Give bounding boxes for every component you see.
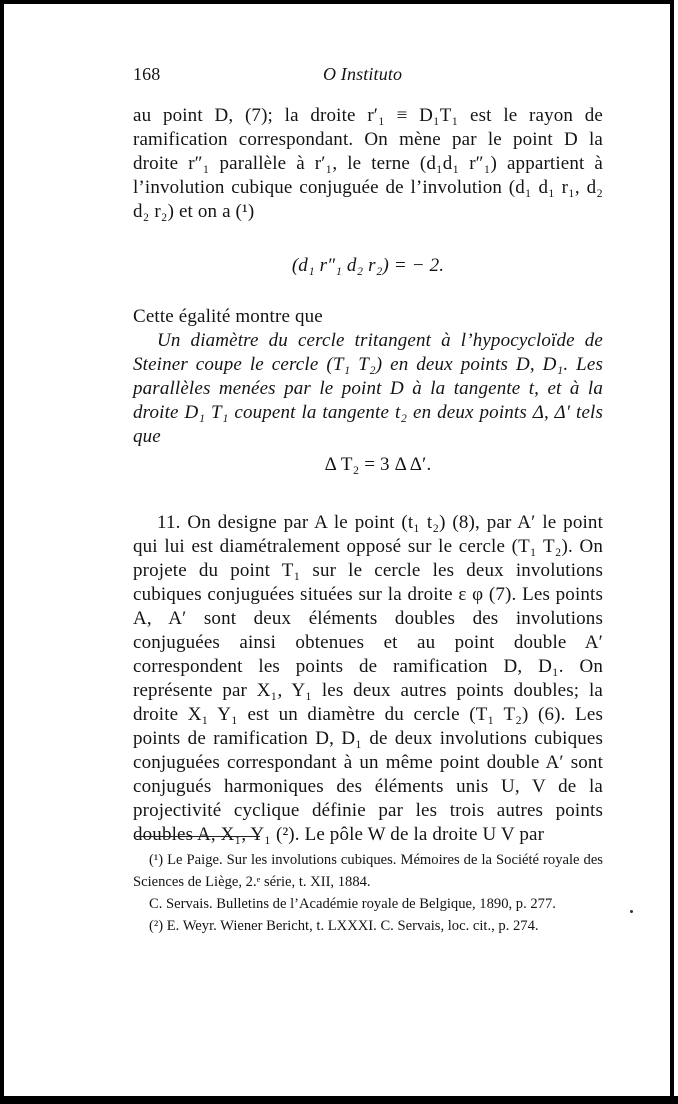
page-body <box>133 62 603 847</box>
equation-cross-ratio: (d₁ r″₁ d₂ r₂) = − 2. <box>291 255 445 276</box>
scan-speck <box>630 910 633 913</box>
paragraph-continuation: au point D, (7); la droite r′₁ ≡ D₁T₁ est le rayon de ramification correspondant. On mène par le point D la droite r″₁ parallèle à r′₁, le terne (d₁d₁ r″₁) appartient à l’involution cubique conjuguée de l’involution (d₁ d₁ r₁, d₂ d₂ r₂) et on a (¹) <box>133 105 603 222</box>
paragraph-cette: Cette égalité montre que <box>133 306 323 327</box>
equation-delta: Δ T₂ = 3 Δ Δ′. <box>324 454 432 475</box>
footnote-2: (²) E. Weyr. Wiener Bericht, t. LXXXI. C. Servais, loc. cit., p. 274. <box>149 918 539 934</box>
running-header <box>133 62 603 92</box>
footnotes <box>133 836 603 937</box>
scan-bottom-edge <box>0 1096 678 1104</box>
section-11-paragraph: 11. On designe par A le point (t₁ t₂) (8), par A′ le point qui lui est diamétralement opposé sur le cercle (T₁ T₂). On projete du point T₁ sur le cercle les deux involutions cubiques conjuguées situées sur la droite ε φ (7). Les points A, A′ sont deux éléments doubles des involutions conjuguées ainsi obtenues et au point double A′ correspondent les points de ramification D, D₁. On représente par X₁, Y₁ les deux autres points doubles; la droite X₁ Y₁ est un diamètre du cercle (T₁ T₂) (6). Les points de ramification D, D₁ de deux involutions cubiques conjuguées correspondant à un même point double A′ sont conjugués harmoniques des éléments unis U, V de la projectivité cyclique définie par les trois autres points doubles A, X₁, Y₁ (²). Le pôle W de la droite U V par <box>133 512 603 845</box>
journal-title: O Instituto <box>323 64 403 84</box>
footnote-1-continued: C. Servais. Bulletins de l’Académie royale de Belgique, 1890, p. 277. <box>149 896 556 912</box>
footnote-rule <box>136 836 260 837</box>
theorem-statement: Un diamètre du cercle tritangent à l’hypocycloïde de Steiner coupe le cercle (T₁ T₂) en deux points D, D₁. Les parallèles menées par le point D à la tangente t, et à la droite D₁ T₁ coupent la tangente t₂ en deux points Δ, Δ′ tels que <box>133 330 603 447</box>
footnote-1: (¹) Le Paige. Sur les involutions cubiques. Mémoires de la Société royale des Sciences de Liège, 2.ᵉ série, t. XII, 1884. <box>133 852 603 890</box>
page-number: 168 <box>133 64 161 84</box>
